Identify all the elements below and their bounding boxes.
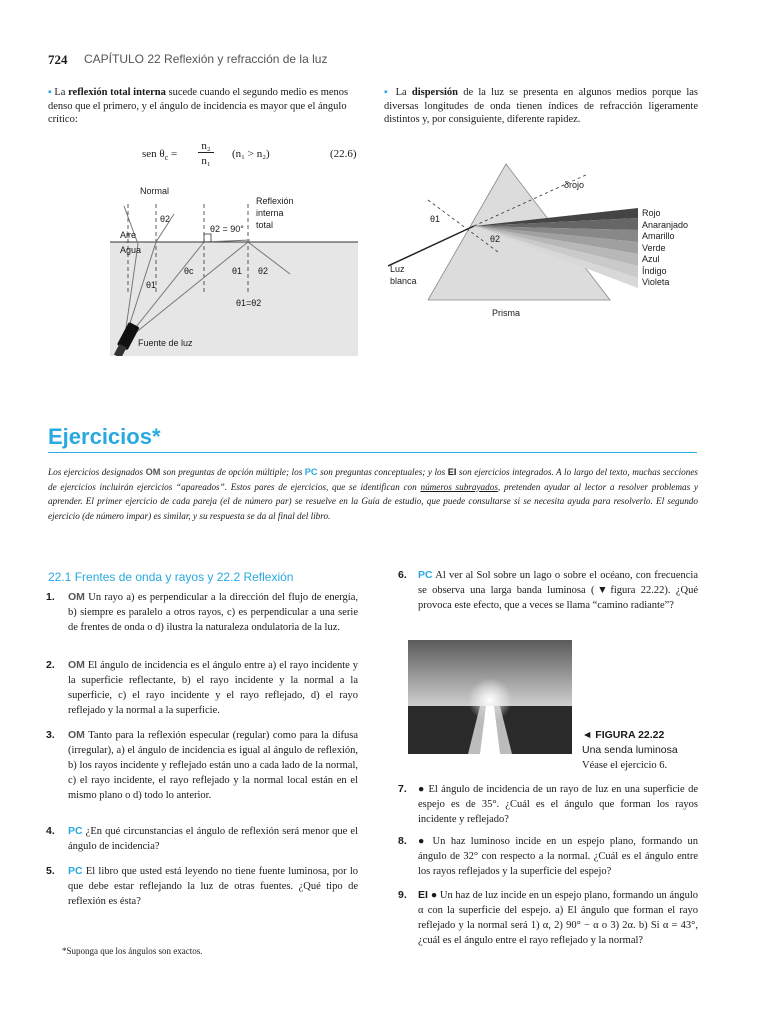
figure-caption-text: Véase el ejercicio 6. bbox=[582, 760, 668, 771]
exercise-9: 9. EI ● Un haz de luz incide en un espejo plano, formando un ángulo α con la superficie del espejo. a) El ángulo que forman el rayo reflejado y la normal será 1) α, 2) 90° − α o 3) 2α. b) Si α = 43°, ¿cuál es el ángulo entre el rayo reflejado y la normal? bbox=[398, 889, 698, 946]
exercise-2: 2. OM El ángulo de incidencia es el ángulo entre a) el rayo incidente y la superficie reflectante, b) el rayo incidente y la normal a la superficie, c) el rayo incidente y el rayo reflejado, d) el rayo reflejado y la normal a la superficie. bbox=[46, 659, 358, 716]
figure-label: ◄ FIGURA 22.22 bbox=[582, 729, 665, 741]
bullet-text: La bbox=[395, 87, 412, 98]
summary-bullet-tir bbox=[48, 86, 360, 127]
color-label: Rojo bbox=[642, 208, 661, 218]
bullet-term: dispersión bbox=[411, 87, 458, 98]
label-reflexion: Reflexión bbox=[256, 196, 294, 206]
color-label: Índigo bbox=[642, 265, 667, 276]
eq-condition: (n₁ > n₂) bbox=[232, 148, 270, 160]
eq-lhs: sen $\theta_c$ = bbox=[142, 148, 178, 163]
label-white-light-2: blanca bbox=[390, 276, 417, 286]
spectrum-labels bbox=[642, 208, 688, 289]
label-theta2: θ2 bbox=[160, 214, 171, 224]
exercises-intro: Los ejercicios designados OM son preguntas de opción múltiple; los PC son preguntas conceptuales; y los EI son ejercicios integrados. A lo largo del texto, muchas secciones de ejercicios incluirán ejercicios “apareados”. Estos pares de ejercicios, que se identifican con números subrayados, pretenden ayudar al lector a resolver problemas y aprender. El primer ejercicio de cada pareja (el de número par) se resuelve en la Guía de estudio, que puede consultarse si se necesita ayuda para resolverlo. El segundo ejercicio (de número impar) es similar, y su respuesta se da al final del libro. bbox=[48, 467, 699, 521]
figure-caption bbox=[582, 728, 678, 773]
bullet-icon: ▪ bbox=[48, 87, 52, 98]
label-interna: interna bbox=[256, 208, 284, 218]
exercise-1: 1. OM Un rayo a) es perpendicular a la dirección del flujo de energía, b) siempre es paralelo a otros rayos, c) es perpendicular a una serie de frentes de onda o d) ilustra la naturaleza ondulatoria de la luz. bbox=[46, 591, 358, 633]
label-delta-red: δrojo bbox=[564, 180, 585, 190]
color-label: Verde bbox=[642, 242, 666, 253]
exercise-6: 6. PC Al ver al Sol sobre un lago o sobre el océano, con frecuencia se observa una larga banda luminosa (▼figura 22.22). ¿Qué provoca este efecto, que a veces se llama “camino radiante”? bbox=[398, 569, 698, 611]
label-thetac: θc bbox=[184, 266, 194, 276]
exercise-7: 7. ● El ángulo de incidencia de un rayo de luz en una superficie de espejo es de 35°. ¿Cuál es el ángulo que forman los rayos incidente y reflejado? bbox=[398, 783, 698, 825]
label-air: Aire bbox=[120, 230, 137, 240]
chapter-title: CAPÍTULO 22 Reflexión y refracción de la luz bbox=[84, 52, 328, 66]
bullet-term: reflexión total interna bbox=[68, 87, 166, 98]
eq-numerator: n₂ bbox=[198, 140, 214, 153]
label-prism: Prisma bbox=[492, 308, 521, 318]
bullet-icon: ▪ bbox=[384, 87, 391, 98]
subsection-heading: 22.1 Frentes de onda y rayos y 22.2 Reflexión bbox=[48, 570, 294, 584]
exercise-3: 3. OM Tanto para la reflexión especular (regular) como para la difusa (irregular), a) el ángulo de incidencia es igual al ángulo de reflexión, b) los rayos incidente y reflejado están uno a cada lado de la normal, c) el rayo incidente, el rayo reflejado y la normal local están en el mismo plano o d) todo lo anterior. bbox=[46, 729, 358, 801]
equation-22-6 bbox=[142, 140, 362, 170]
bullet-text: La bbox=[54, 87, 69, 98]
bullet-text: de la luz se presenta en algunos medios porque las diversas longitudes de onda tienen índices de refracción ligeramente distintos y, por consiguiente, diferente rapidez. bbox=[384, 87, 699, 125]
label-theta2: θ2 bbox=[490, 234, 501, 244]
label-theta1: θ1 bbox=[430, 214, 441, 224]
prism-dispersion-diagram bbox=[388, 160, 718, 326]
color-label: Anaranjado bbox=[642, 219, 689, 230]
color-label: Violeta bbox=[642, 277, 670, 287]
label-theta1: θ1 bbox=[146, 280, 157, 290]
exercise-8: 8. ● Un haz luminoso incide en un espejo plano, formando un ángulo de 32° con respecto a la normal. ¿Cuál es el ángulo entre los rayos reflejados y la superficie del espejo? bbox=[398, 835, 698, 877]
label-total: total bbox=[256, 220, 274, 230]
label-water: Agua bbox=[120, 245, 142, 255]
sunset-image bbox=[408, 640, 572, 754]
section-title: Ejercicios* bbox=[48, 424, 161, 449]
label-theta1b: θ1 bbox=[232, 266, 243, 276]
label-normal: Normal bbox=[140, 186, 170, 196]
bullet-text: sucede cuando el segundo medio es menos denso que el primero, y el ángulo de incidencia es mayor que el ángulo crítico: bbox=[48, 87, 349, 125]
footnote: *Suponga que los ángulos son exactos. bbox=[62, 946, 203, 956]
label-theta2-90: θ2 = 90° bbox=[210, 224, 244, 234]
label-white-light-1: Luz bbox=[390, 264, 405, 274]
eq-denominator: n₁ bbox=[201, 155, 211, 167]
eq-label: (22.6) bbox=[330, 148, 357, 160]
color-label: Amarillo bbox=[642, 231, 675, 241]
page-number: 724 bbox=[48, 52, 68, 67]
label-theta-equal: θ1=θ2 bbox=[236, 298, 262, 308]
exercise-5: 5. PC El libro que usted está leyendo no tiene fuente luminosa, por lo que debe estar reflejando la luz de otras fuentes. ¿Qué tipo de reflexión es ésta? bbox=[46, 865, 358, 907]
exercise-4: 4. PC ¿En qué circunstancias el ángulo de reflexión será menor que el ángulo de incidencia? bbox=[46, 825, 358, 852]
label-theta2b: θ2 bbox=[258, 266, 269, 276]
color-label: Azul bbox=[642, 254, 660, 264]
total-internal-reflection-diagram bbox=[110, 184, 358, 356]
label-light-source: Fuente de luz bbox=[138, 338, 193, 348]
summary-bullet-dispersion bbox=[384, 86, 698, 127]
section-rule bbox=[48, 452, 697, 453]
figure-title: Una senda luminosa bbox=[582, 744, 678, 756]
sunset-photo bbox=[408, 640, 572, 754]
